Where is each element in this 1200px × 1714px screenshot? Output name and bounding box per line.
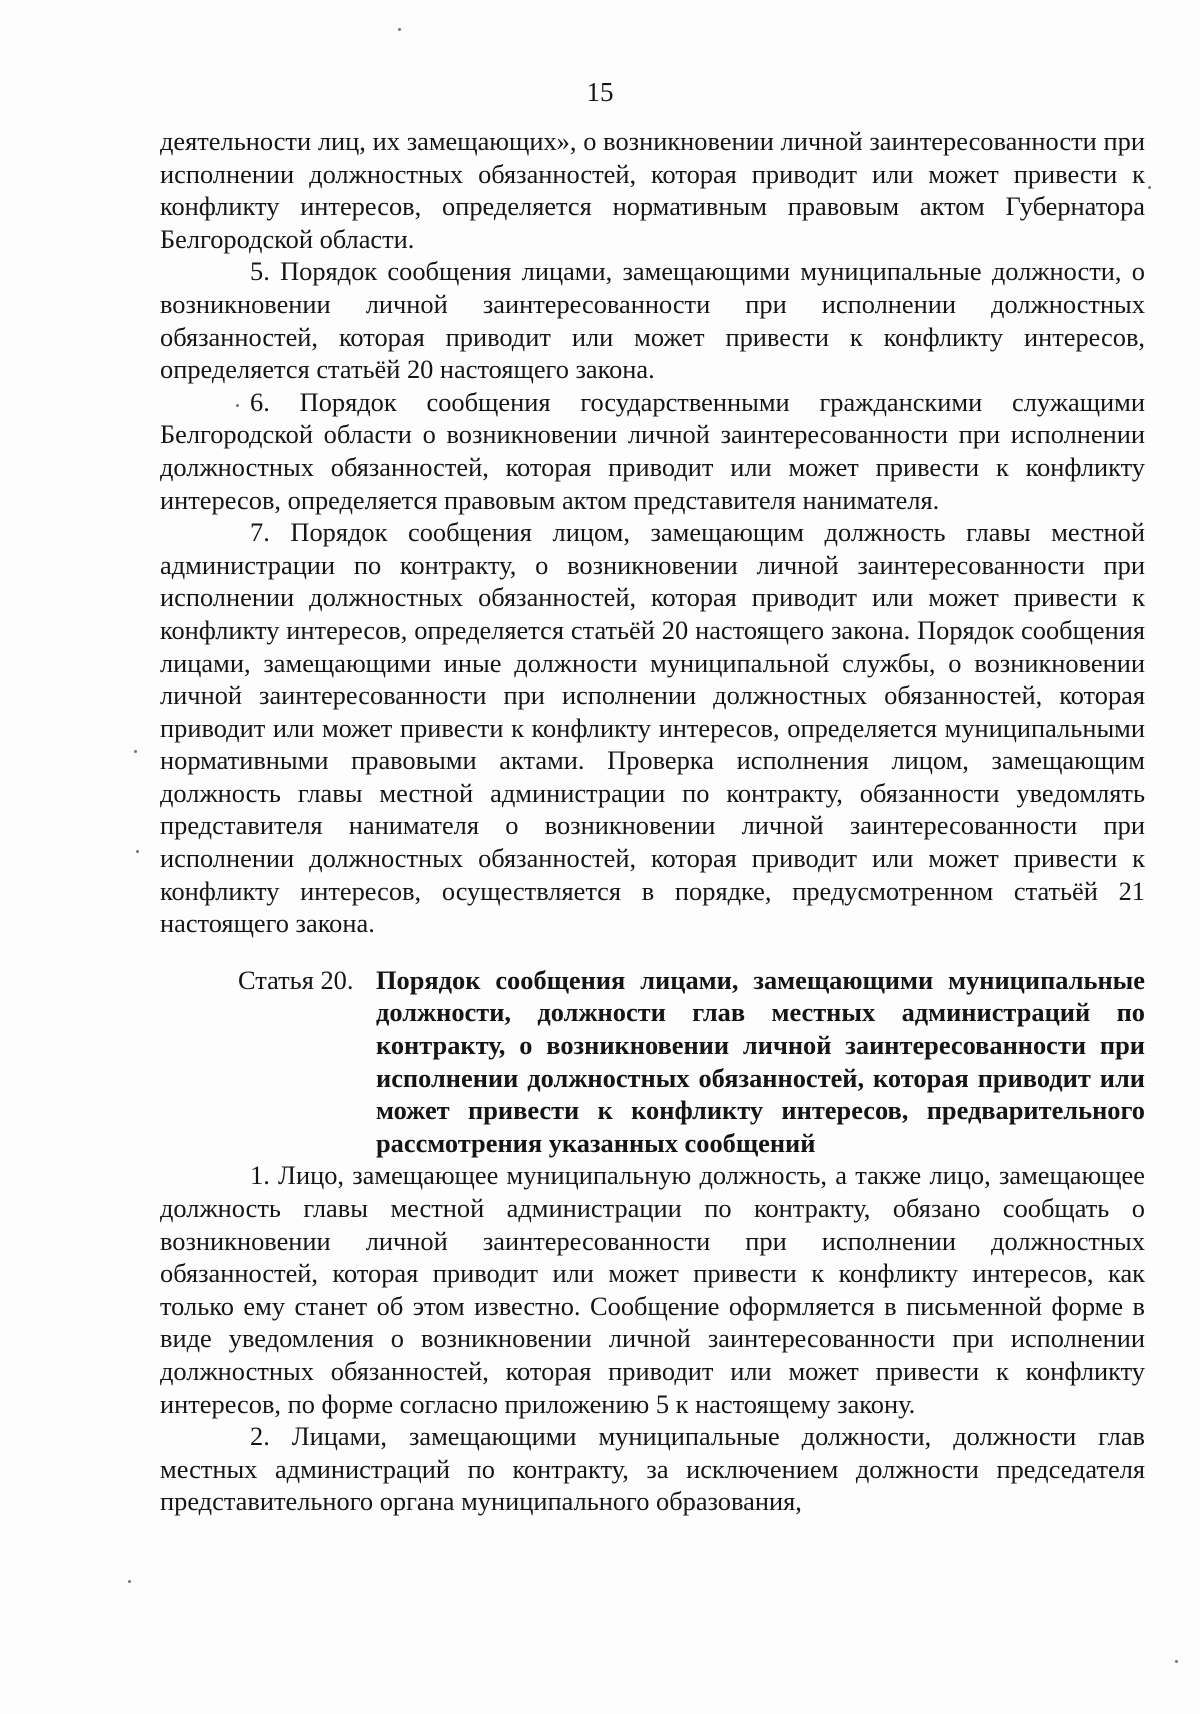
scan-speck <box>1175 1660 1178 1663</box>
article-20-paragraph-1: 1. Лицо, замещающее муниципальную должность, а также лицо, замещающее должность главы местной администрации по контракту, обязано сообщать о возникновении личной заинтересованности при исполнении должностных обязанностей, которая приводит или может привести к конфликту интересов, как только ему станет об этом известно. Сообщение оформляется в письменной форме в виде уведомления о возникновении личной заинтересованности при исполнении должностных обязанностей, которая приводит или может привести к конфликту интересов, по форме согласно приложению 5 к настоящему закону. <box>160 1160 1145 1419</box>
page-number: 15 <box>586 77 614 107</box>
paragraph-continuation: деятельности лиц, их замещающих», о возникновении личной заинтересованности при исполнении должностных обязанностей, которая приводит или может привести к конфликту интересов, определяется нормативным правовым актом Губернатора Белгородской области. <box>160 126 1145 254</box>
article-title: Порядок сообщения лицами, замещающими муниципальные должности, должности глав местных администраций по контракту, о возникновении личной заинтересованности при исполнении должностных обязанностей, которая приводит или может привести к конфликту интересов, предварительного рассмотрения указанных сообщений <box>376 964 1145 1158</box>
document-body <box>160 125 1145 1518</box>
paragraph-7: 7. Порядок сообщения лицом, замещающим должность главы местной администрации по контракту, о возникновении личной заинтересованности при исполнении должностных обязанностей, которая приводит или может привести к конфликту интересов, определяется статьёй 20 настоящего закона. Порядок сообщения лицами, замещающими иные должности муниципальной службы, о возникновении личной заинтересованности при исполнении должностных обязанностей, которая приводит или может привести к конфликту интересов, определяется муниципальными нормативными правовыми актами. Проверка исполнения лицом, замещающим должность главы местной администрации по контракту, обязанности уведомлять представителя нанимателя о возникновении личной заинтересованности при исполнении должностных обязанностей, которая приводит или может привести к конфликту интересов, осуществляется в порядке, предусмотренном статьёй 21 настоящего закона. <box>160 517 1145 939</box>
paragraph-5: 5. Порядок сообщения лицами, замещающими муниципальные должности, о возникновении личной заинтересованности при исполнении должностных обязанностей, которая приводит или может привести к конфликту интересов, определяется статьёй 20 настоящего закона. <box>160 256 1145 385</box>
scan-speck <box>134 750 137 753</box>
paragraph-6: 6. Порядок сообщения государственными гражданскими служащими Белгородской области о возникновении личной заинтересованности при исполнении должностных обязанностей, которая приводит или может привести к конфликту интересов, определяется правовым актом представителя нанимателя. <box>160 386 1145 515</box>
article-heading <box>238 964 1145 1160</box>
scan-speck <box>236 404 239 407</box>
scan-speck <box>136 850 139 853</box>
article-20-paragraph-2: 2. Лицами, замещающими муниципальные должности, должности глав местных администраций по контракту, за исключением должности председателя представительного органа муниципального образования, <box>160 1421 1145 1517</box>
scan-speck <box>1148 186 1151 189</box>
scan-speck <box>398 28 401 31</box>
scan-speck <box>128 1580 131 1583</box>
article-label: Статья 20. <box>238 964 354 995</box>
